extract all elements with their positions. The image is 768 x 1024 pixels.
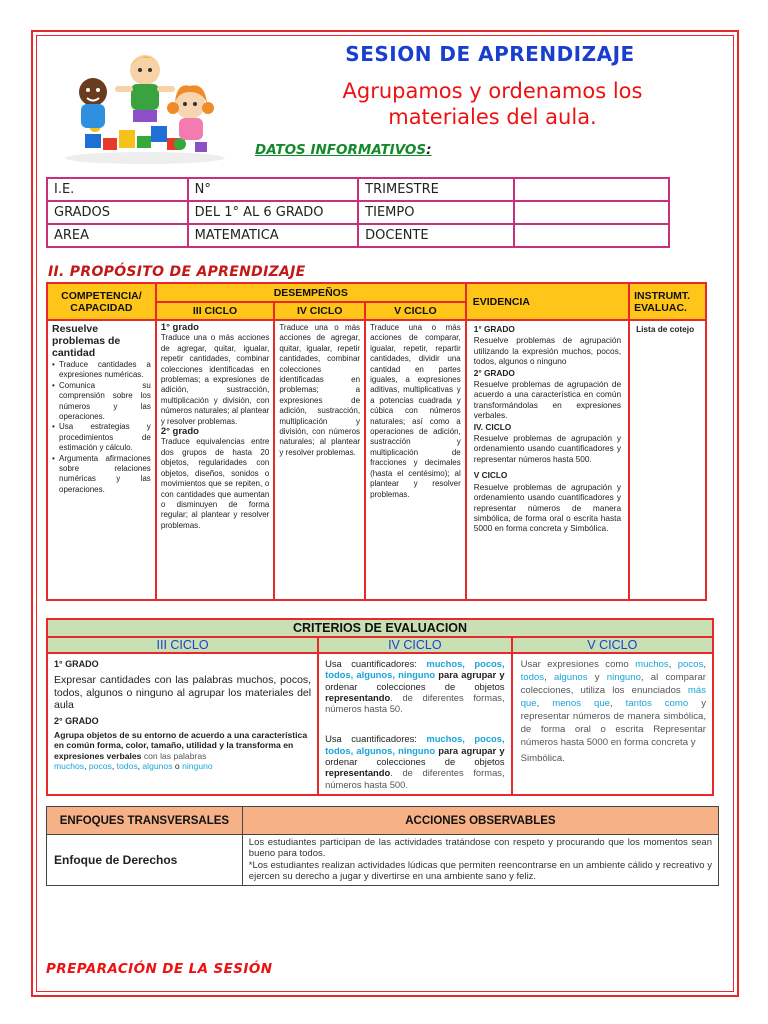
cuantificador: todos (116, 761, 138, 772)
criterio-text-2 (54, 730, 311, 772)
criterio-paragraph (325, 658, 504, 714)
info-cell: GRADOS (47, 201, 188, 224)
grade-label: 1° GRADO (54, 659, 99, 669)
grade-label: 1° grado (160, 322, 199, 333)
criterio-part: para agrupar y (435, 669, 505, 681)
info-row (47, 201, 669, 224)
datos-colon: : (426, 142, 432, 158)
criterio-part: Usa cuantificadores: (325, 658, 427, 669)
info-cell: DOCENTE (358, 224, 514, 247)
cuantificador: muchos (635, 659, 669, 670)
header-ciclo-4: IV CICLO (274, 302, 365, 320)
info-cell: I.E. (47, 178, 188, 201)
evidencia-grade: 2° GRADO (473, 367, 515, 378)
criterio-text-tail: con las palabras (141, 750, 207, 761)
cuantificador: ninguno (606, 672, 641, 683)
grade-label: 2° grado (160, 426, 199, 438)
info-cell: AREA (47, 224, 188, 247)
criterio-text-bold: Agrupa objetos de su entorno de acuerdo a una característica en común forma, color, tamaño, utilidad y la transforma en expresiones verbales (54, 729, 308, 761)
criterio-text: Expresar cantidades con las palabras muchos, pocos, todos, algunos o ninguno al agrupar los materiales del aula (54, 674, 312, 711)
criterio-part: . de diferentes formas, números hasta 50. (325, 691, 505, 715)
evidencia-text: Resuelve problemas de agrupación utilizando la expresión muchos, pocos, todos, algunos o ninguno (473, 335, 622, 367)
info-cell: MATEMATICA (188, 224, 359, 247)
cuantificador: algunos (142, 761, 173, 772)
desempeno-ciclo-4: Traduce una o más acciones de agregar, quitar, igualar, repetir cantidades, combinar colecciones identificadas en problemas; a expresiones de adición, sustracción, multiplicación y división, con números naturales; al plantear y resolver problemas. (274, 320, 365, 600)
capacidad-item: • Argumenta afirmaciones sobre relaciones numéricas y las operaciones. (52, 454, 151, 496)
separator: , (111, 761, 117, 772)
criterio-part: , al comparar colecciones, utiliza los enunciados (520, 672, 706, 696)
info-row (47, 224, 669, 247)
cuantificador: pocos (677, 659, 704, 670)
info-cell: TRIMESTRE (358, 178, 514, 201)
cuantificadores: muchos, pocos, todos, algunos, ninguno (325, 658, 505, 681)
desempeno-ciclo-5: Traduce una o más acciones de comparar, igualar, repetir, repartir cantidades, dividir una cantidad en partes iguales, a expresiones aditivas, multiplicativas y a potencias cuadrada y cúbica con números naturales; así como a operaciones de adición, sustracción y multiplicación de fracciones y decimales (hasta el centésimo); al plantear y resolver problemas. (365, 320, 466, 600)
criterio-part: representando (325, 767, 391, 779)
separator: , (137, 761, 143, 772)
enfoques-header: ENFOQUES TRANSVERSALES (47, 807, 243, 835)
cuantificador: tantos como (625, 698, 689, 709)
enfoques-table (46, 806, 719, 886)
separator: , (703, 659, 706, 670)
criterios-header-ciclo-4: IV CICLO (318, 637, 511, 653)
evidencia-text: Resuelve problemas de agrupación y ordenamiento usando cuantificadores y representar números hasta 500. (473, 433, 622, 464)
criterios-header-ciclo-3: III CICLO (47, 637, 318, 653)
evidencia-text: Resuelve problemas de agrupación de acuerdo a una característica en común transformándolas en expresiones verbales. (473, 379, 622, 421)
evidencia-grade: IV. CICLO (473, 421, 512, 432)
criterios-ciclo-4 (318, 653, 511, 795)
cuantificador: pocos (88, 761, 112, 772)
cuantificador: más que (520, 685, 706, 709)
info-cell (514, 224, 669, 247)
criterio-part: Simbólica. (520, 753, 565, 764)
proposito-heading: II. PROPÓSITO DE APRENDIZAJE (48, 264, 306, 280)
info-table (46, 177, 670, 248)
preparacion-heading: PREPARACIÓN DE LA SESIÓN (46, 961, 273, 977)
header-instrumento: INSTRUMT. EVALUAC. (629, 283, 706, 320)
evidencia-grade: V CICLO (473, 470, 508, 481)
cuantificadores: muchos, pocos, todos, algunos, ninguno (325, 733, 505, 756)
criterio-paragraph (325, 733, 504, 789)
separator: y (587, 672, 607, 683)
cuantificador: ninguno (182, 761, 213, 772)
info-cell: N° (188, 178, 359, 201)
criterios-table (46, 618, 714, 796)
competencia-cell (47, 320, 156, 600)
criterio-part: representando (325, 691, 391, 703)
capacidad-item: • Usa estrategias y procedimientos de estimación y cálculo. (52, 422, 151, 453)
cuantificador: algunos (553, 672, 588, 683)
acciones-observables (242, 835, 718, 886)
info-row (47, 178, 669, 201)
cuantificador: todos (520, 672, 545, 683)
criterio-part: Usa cuantificadores: (325, 733, 427, 745)
header-ciclo-3: III CICLO (156, 302, 275, 320)
criterios-header-ciclo-5: V CICLO (512, 637, 713, 653)
cuantificador: menos que (552, 698, 611, 709)
header-evidencia: EVIDENCIA (466, 283, 629, 320)
criterio-part: Usar expresiones como (520, 659, 636, 670)
kids-playing-illustration (55, 42, 235, 164)
capacidad-item: • Traduce cantidades a expresiones numéricas. (52, 360, 151, 381)
criterio-part: . de diferentes formas, números hasta 500. (325, 767, 505, 790)
evidencia-text: Resuelve problemas de agrupación y ordenamiento usando cuantificadores y representar números de manera simbólica, de forma oral o escrita hasta 5000 en forma concreta y Simbólica. (473, 481, 622, 534)
criterio-part: para agrupar y (435, 744, 505, 756)
criterios-ciclo-3 (47, 653, 318, 795)
instrumento-cell (629, 320, 706, 600)
datos-informativos-heading (255, 142, 432, 158)
criterio-part: ordenar colecciones de objetos (325, 680, 505, 692)
desempeno-text: Traduce equivalencias entre dos grupos de hasta 20 objetos, regularidades con objetos, diseños, sonidos o movimientos que se repiten, o con cantidades que aumentan o disminuyen de forma regular; al plantear y resolver problemas. (160, 437, 270, 530)
competencia-title: Resuelve problemas de cantidad (52, 323, 121, 359)
info-cell: DEL 1° AL 6 GRADO (188, 201, 359, 224)
desempeno-ciclo-3 (156, 320, 275, 600)
header-desempenos: DESEMPEÑOS (156, 283, 466, 302)
accion-text: *Los estudiantes realizan actividades lúdicas que permiten reencontrarse en un ambiente cálido y recreativo y ejercen su derecho a jugar y divertirse en una ambiente sano y feliz. (248, 859, 712, 883)
acciones-header: ACCIONES OBSERVABLES (242, 807, 718, 835)
page-title: SESION DE APRENDIZAJE (345, 42, 635, 66)
grade-label: 2° GRADO (54, 715, 99, 726)
accion-text: Los estudiantes participan de las actividades tratándose con respeto y procurando que los momentos sean bueno para todos. (248, 837, 712, 860)
criterio-part: ordenar colecciones de objetos (325, 756, 505, 768)
info-cell (514, 178, 669, 201)
header-ciclo-5: V CICLO (365, 302, 466, 320)
enfoque-derechos: Enfoque de Derechos (47, 835, 243, 886)
desempeno-text: Traduce una o más acciones de agregar, quitar, igualar, repetir cantidades, combinar colecciones identificadas en problemas; a expresiones de adición, sustracción, multiplicación y división, con números naturales; al plantear y resolver problemas. (160, 333, 270, 426)
separator: o (172, 761, 183, 772)
separator: , (84, 761, 89, 772)
info-cell: TIEMPO (358, 201, 514, 224)
session-subtitle: Agrupamos y ordenamos los materiales del aula. (342, 79, 643, 129)
evidencia-grade: 1° GRADO (473, 324, 515, 334)
separator: , (610, 698, 626, 709)
criterios-ciclo-5 (512, 653, 713, 795)
separator: , (544, 672, 554, 683)
criterios-title: CRITERIOS DE EVALUACION (47, 619, 713, 637)
capacidades-list (52, 360, 151, 495)
cuantificador: muchos (54, 761, 85, 772)
separator: , (536, 698, 553, 709)
info-cell (514, 201, 669, 224)
datos-label: DATOS INFORMATIVOS (255, 142, 427, 158)
header-competencia: COMPETENCIA/ CAPACIDAD (47, 283, 156, 320)
instrumento-text: Lista de cotejo (636, 324, 695, 334)
capacidad-item: • Comunica su comprensión sobre los números y las operaciones. (52, 381, 151, 423)
evidencia-cell (466, 320, 629, 600)
proposito-table (46, 282, 707, 601)
separator: , (668, 659, 678, 670)
criterio-part: y representar números de manera simbólica, de forma oral o escrita Representar números hasta 5000 en forma concreta y (520, 698, 706, 748)
